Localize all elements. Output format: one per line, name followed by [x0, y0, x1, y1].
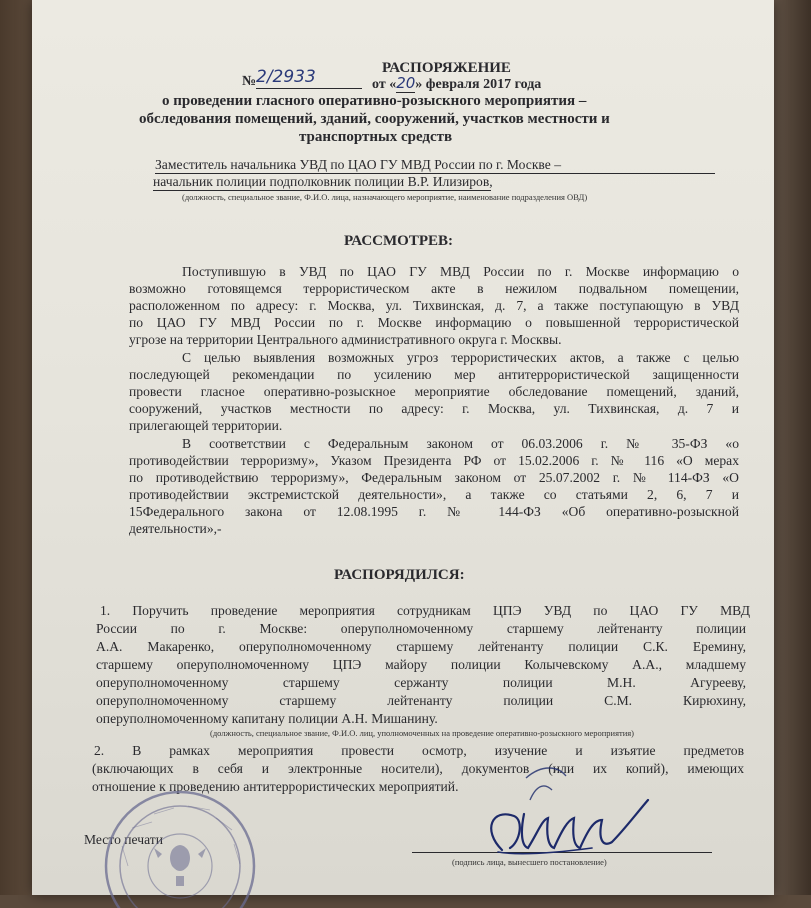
ordered-title: РАСПОРЯДИЛСЯ:	[334, 567, 465, 583]
considered-line: расположенном по адресу: г. Москва, ул. Тихвинская, д. 7, а также поступающую в УВД	[129, 298, 739, 313]
considered-line: противодействии терроризму», Указом Президента РФ от 15.02.2006 г. № 116 «О мерах	[129, 453, 739, 468]
considered-line: С целью выявления возможных угроз террористических актов, а также с целью	[182, 350, 739, 365]
pen-mark	[522, 756, 632, 806]
subject-line-1: о проведении гласного оперативно-розыскного мероприятия –	[162, 93, 587, 109]
considered-line: возможно готовящемся террористическом акте в нежилом подвальном помещении,	[129, 281, 739, 296]
ordered-item-2-line: 2. В рамках мероприятия провести осмотр, изучение и изъятие предметов	[94, 743, 744, 758]
subject-line-2: обследования помещений, зданий, сооружений, участков местности и	[139, 111, 610, 127]
stamp-place-label: Место печати	[84, 832, 163, 847]
ordered-item-1-line: России по г. Москве: оперуполномоченному старшему лейтенанту полиции	[96, 621, 746, 636]
considered-title: РАССМОТРЕВ:	[344, 233, 453, 249]
order-date-day: 20	[396, 74, 416, 92]
considered-line: противодействии экстремистской деятельности», а также со статьями 2, 6, 7 и	[129, 487, 739, 502]
considered-line: деятельности»,-	[129, 521, 222, 536]
considered-line: последующей рекомендации по усилению мер антитеррористической защищенности	[129, 367, 739, 382]
signature-caption: (подпись лица, вынесшего постановление)	[452, 857, 607, 867]
considered-line: по противодействию терроризму», Федеральным законом от 25.07.2002 г. № 114-ФЗ «О	[129, 470, 739, 485]
ordered-item-1-line: старшему оперуполномоченному ЦПЭ майору полиции Колычевскому А.А., младшему	[96, 657, 746, 672]
ordered-item-2-line: отношение к проведению антитеррористических мероприятий.	[92, 779, 459, 794]
order-date-suffix: » февраля 2017 года	[415, 77, 542, 92]
order-date-prefix: от «	[372, 77, 397, 92]
order-date	[372, 74, 541, 93]
ordered-item-1-line: 1. Поручить проведение мероприятия сотрудникам ЦПЭ УВД по ЦАО ГУ МВД	[100, 603, 750, 618]
official-seal	[92, 778, 262, 908]
considered-line: по ЦАО ГУ МВД России по г. Москве информацию о повышенной террористической	[129, 315, 739, 330]
subject-line-3: транспортных средств	[299, 129, 453, 145]
official-line-1: Заместитель начальника УВД по ЦАО ГУ МВД России по г. Москве –	[155, 157, 715, 174]
ordered-item-2-line: (включающих в себя и электронные носители), документов (или их копий), имеющих	[92, 761, 744, 776]
order-number-handwritten: 2/2933	[256, 66, 362, 89]
considered-line: угрозе на территории Центрального административного округа г. Москвы.	[129, 332, 562, 347]
official-caption: (должность, специальное звание, Ф.И.О. лица, назначающего мероприятие, наименование подразделения ОВД)	[182, 192, 588, 202]
order-number-prefix: №	[242, 74, 257, 89]
ordered-item-1-line: оперуполномоченному старшему сержанту полиции М.Н. Агурееву,	[96, 675, 746, 690]
document-page	[32, 0, 774, 895]
considered-line: 15Федерального закона от 12.08.1995 г. № 144-ФЗ «Об оперативно-розыскной	[129, 504, 739, 519]
official-line-2: начальник полиции подполковник полиции В.Р. Илизиров,	[153, 174, 493, 189]
ordered-item-1-caption: (должность, специальное звание, Ф.И.О. лиц, уполномоченных на проведение оперативно-розыскного мероприятия)	[210, 728, 635, 738]
ordered-item-1-line: оперуполномоченному старшему лейтенанту полиции С.М. Кирюхину,	[96, 693, 746, 708]
considered-line: Поступившую в УВД по ЦАО ГУ МВД России по г. Москве информацию о	[182, 264, 739, 279]
document-title: РАСПОРЯЖЕНИЕ	[382, 60, 511, 76]
considered-line: прилегающей территории.	[129, 418, 283, 433]
considered-line: В соответствии с Федеральным законом от 06.03.2006 г. № 35-ФЗ «о	[182, 436, 739, 451]
considered-line: сооружений, участков местности по адресу: г. Москва, ул. Тихвинская, д. 7 и	[129, 401, 739, 416]
ordered-item-1-line: оперуполномоченному капитану полиции А.Н. Мишанину.	[96, 711, 438, 726]
considered-line: провести гласное оперативно-розыскное мероприятие обследование помещений, зданий,	[129, 384, 739, 399]
ordered-item-1-line: А.А. Макаренко, оперуполномоченному старшему лейтенанту полиции С.К. Еремину,	[96, 639, 746, 654]
